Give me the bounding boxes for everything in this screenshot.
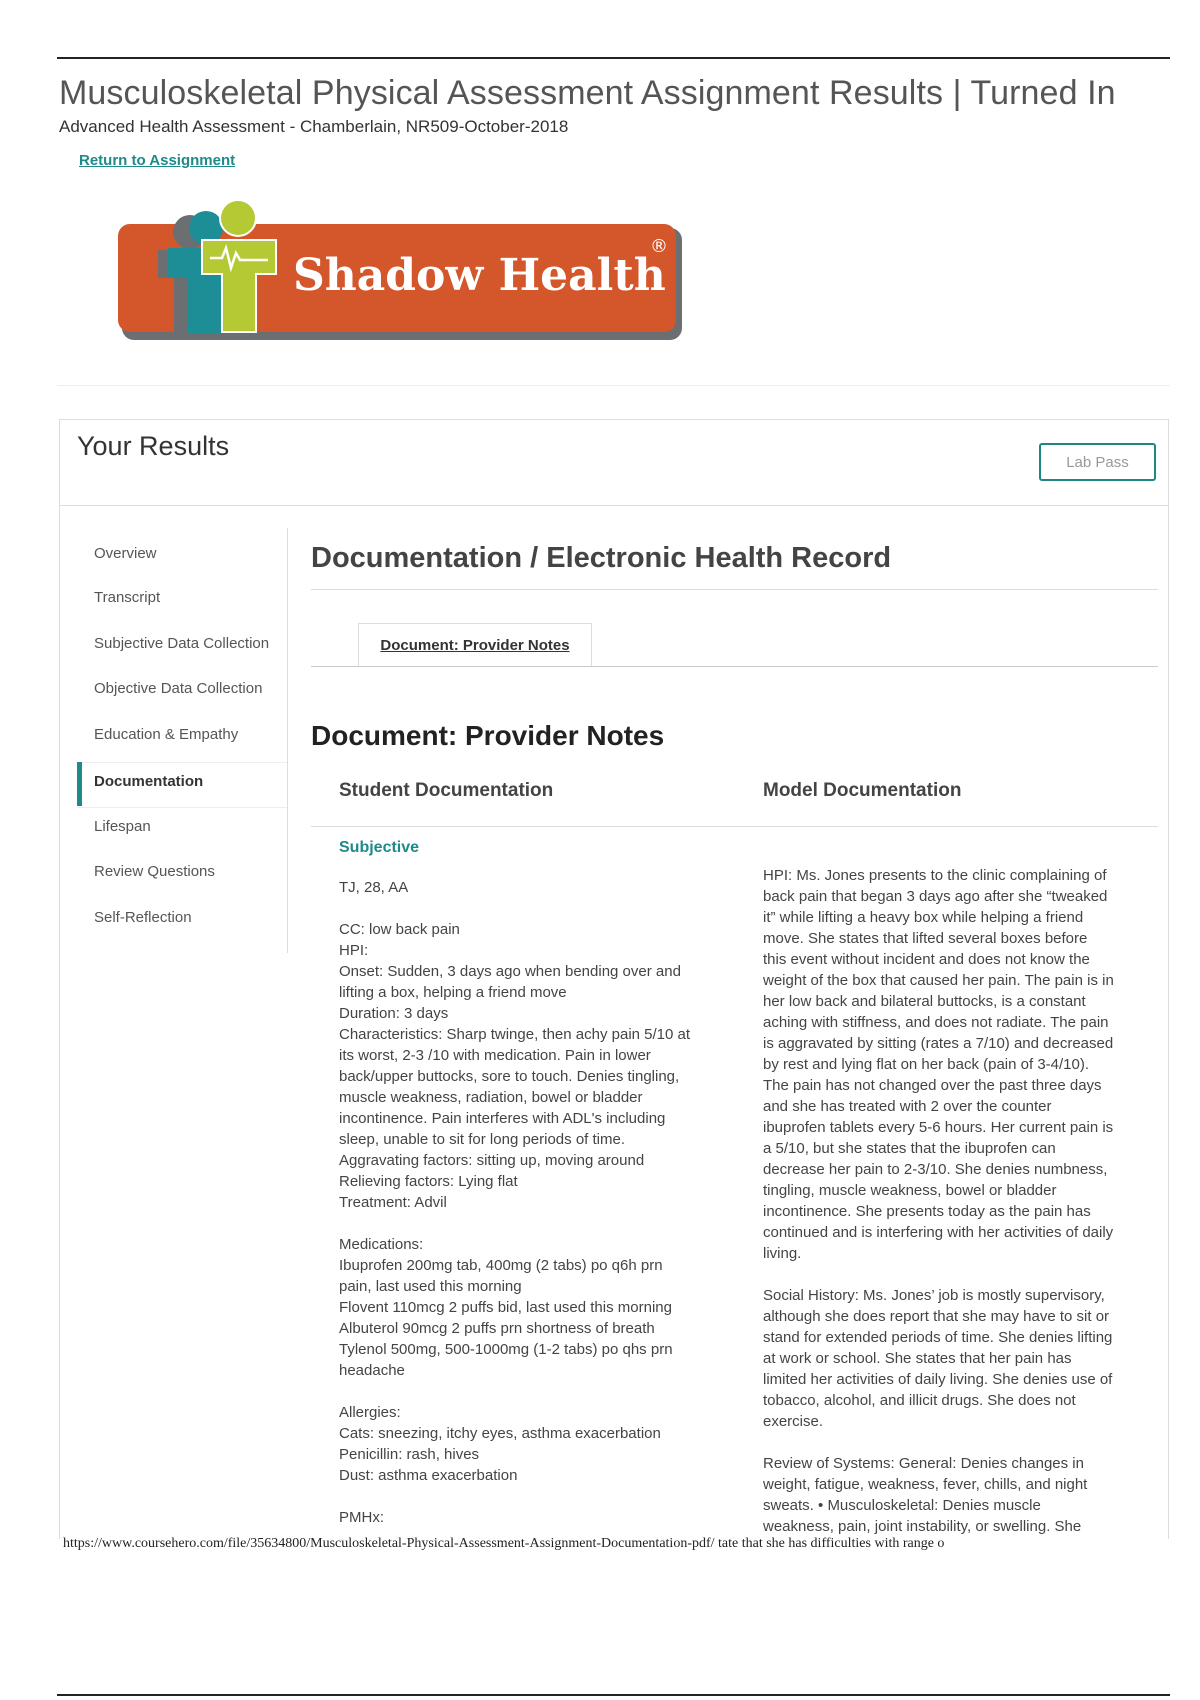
model-line: at work or school. She states that her pain has (763, 1350, 1072, 1367)
model-line: decrease her pain to 2-3/10. She denies numbness, (763, 1161, 1108, 1178)
logo-registered-mark: ® (650, 236, 668, 257)
column-header-divider (311, 826, 1158, 827)
model-line: is aggravated by sitting (rates a 7/10) and decreased (763, 1035, 1114, 1052)
tab-provider-notes[interactable]: Document: Provider Notes (358, 623, 592, 666)
student-line (339, 1213, 690, 1234)
model-line: exercise. (763, 1413, 824, 1430)
student-line: its worst, 2-3 /10 with medication. Pain in lower (339, 1047, 651, 1064)
sidebar-item-lifespan[interactable]: Lifespan (94, 818, 151, 835)
student-line: Cats: sneezing, itchy eyes, asthma exacerbation (339, 1425, 661, 1442)
student-line: Ibuprofen 200mg tab, 400mg (2 tabs) po q6h prn (339, 1257, 663, 1274)
logo-text: Shadow Health (293, 250, 666, 301)
student-documentation-text (339, 877, 690, 1528)
student-line: muscle weakness, radiation, bowel or bladder (339, 1089, 643, 1106)
student-line: CC: low back pain (339, 921, 460, 938)
student-line: Allergies: (339, 1404, 401, 1421)
student-line (339, 1486, 690, 1507)
return-to-assignment-link[interactable]: Return to Assignment (79, 152, 236, 169)
sidebar-item-subjective-data-collection[interactable]: Subjective Data Collection (94, 635, 270, 652)
student-line: Albuterol 90mcg 2 puffs prn shortness of breath (339, 1320, 655, 1337)
model-line: a 5/10, but she states that the ibuprofen can (763, 1140, 1056, 1157)
student-line: Dust: asthma exacerbation (339, 1467, 518, 1484)
model-line: it” while lifting a heavy box while helping a friend (763, 909, 1084, 926)
student-line (339, 1381, 690, 1402)
course-subtitle: Advanced Health Assessment - Chamberlain, NR509-October-2018 (59, 117, 569, 136)
model-line: her low back and bilateral buttocks, is a constant (763, 993, 1086, 1010)
tab-strip-divider (311, 666, 1158, 667)
shadow-health-logo (118, 198, 694, 358)
student-line: Tylenol 500mg, 500-1000mg (1-2 tabs) po qhs prn (339, 1341, 673, 1358)
student-line: headache (339, 1362, 405, 1379)
student-line: HPI: (339, 942, 369, 959)
student-line: PMHx: (339, 1509, 384, 1526)
model-line: by rest and lying flat on her back (pain of 3-4/10). (763, 1056, 1090, 1073)
sidebar-item-objective-data-collection[interactable]: Objective Data Collection (94, 680, 263, 697)
results-header-divider (59, 505, 1169, 506)
sidebar-item-documentation[interactable]: Documentation (94, 773, 204, 790)
model-documentation-text (763, 865, 1114, 1537)
document-title: Document: Provider Notes (311, 720, 665, 751)
model-line: back pain that began 3 days ago after she “tweaked (763, 888, 1108, 905)
model-line: ibuprofen tablets every 5-6 hours. Her current pain is (763, 1119, 1114, 1136)
sidebar-item-education-empathy[interactable]: Education & Empathy (94, 726, 239, 743)
model-line: stand for extended periods of time. She denies lifting (763, 1329, 1113, 1346)
model-documentation-header: Model Documentation (763, 780, 962, 801)
student-line: sleep, unable to sit for long periods of time. (339, 1131, 625, 1148)
student-line: Treatment: Advil (339, 1194, 447, 1211)
bottom-divider (57, 1694, 1170, 1696)
model-line (763, 1432, 1114, 1453)
model-line: weight of the box that caused her pain. The pain is in (763, 972, 1114, 989)
model-line: sweats. • Musculoskeletal: Denies muscle (763, 1497, 1041, 1514)
student-line: pain, last used this morning (339, 1278, 522, 1295)
model-line: this event without incident and does not know the (763, 951, 1090, 968)
model-line: continued and is interfering with her activities of daily (763, 1224, 1114, 1241)
student-line: Onset: Sudden, 3 days ago when bending over and (339, 963, 681, 980)
subjective-label: Subjective (339, 839, 420, 856)
model-line: The pain has not changed over the past three days (763, 1077, 1102, 1094)
model-line: living. (763, 1245, 802, 1262)
top-divider (57, 57, 1170, 59)
student-line: Duration: 3 days (339, 1005, 449, 1022)
model-line: weight, fatigue, weakness, fever, chills, and night (763, 1476, 1088, 1493)
student-line: Medications: (339, 1236, 424, 1253)
header-separator (57, 385, 1170, 386)
model-line: move. She states that lifted several boxes before (763, 930, 1088, 947)
model-line: incontinence. She presents today as the pain has (763, 1203, 1091, 1220)
results-sidebar-nav (77, 528, 288, 953)
model-line: aching with stiffness, and does not radiate. The pain (763, 1014, 1109, 1031)
student-line: TJ, 28, AA (339, 879, 409, 896)
model-line: tingling, muscle weakness, bowel or bladder (763, 1182, 1057, 1199)
sidebar-item-self-reflection[interactable]: Self-Reflection (94, 909, 192, 926)
lab-pass-button[interactable]: Lab Pass (1039, 443, 1156, 481)
model-line: and she has treated with 2 over the counter (763, 1098, 1052, 1115)
student-documentation-header: Student Documentation (339, 780, 554, 801)
results-title: Your Results (77, 431, 230, 461)
model-line (763, 1264, 1114, 1285)
model-line: Review of Systems: General: Denies changes in (763, 1455, 1084, 1472)
student-line: Flovent 110mcg 2 puffs bid, last used this morning (339, 1299, 672, 1316)
sidebar-item-review-questions[interactable]: Review Questions (94, 863, 215, 880)
model-line: HPI: Ms. Jones presents to the clinic complaining of (763, 867, 1107, 884)
sidebar-item-overview[interactable]: Overview (94, 545, 157, 562)
student-line: back/upper buttocks, sore to touch. Denies tingling, (339, 1068, 680, 1085)
section-divider (311, 589, 1158, 590)
model-line: although she does report that she may have to sit or (763, 1308, 1110, 1325)
student-line: lifting a box, helping a friend move (339, 984, 567, 1001)
model-line: Social History: Ms. Jones’ job is mostly supervisory, (763, 1287, 1105, 1304)
sidebar-item-transcript[interactable]: Transcript (94, 589, 161, 606)
student-line: Relieving factors: Lying flat (339, 1173, 518, 1190)
page-title: Musculoskeletal Physical Assessment Assignment Results | Turned In (59, 74, 1116, 112)
active-item-indicator (77, 762, 82, 806)
student-line (339, 898, 690, 919)
source-url-footer: https://www.coursehero.com/file/35634800/Musculoskeletal-Physical-Assessment-Assignment-Documentation-pdf/ tate that she has difficulties with range o (63, 1536, 945, 1551)
student-line: Characteristics: Sharp twinge, then achy pain 5/10 at (339, 1026, 691, 1043)
model-line: weakness, pain, joint instability, or swelling. She (763, 1518, 1082, 1535)
section-title: Documentation / Electronic Health Record (311, 542, 892, 574)
model-line: tobacco, alcohol, and illicit drugs. She does not (763, 1392, 1076, 1409)
model-line: limited her activities of daily living. She denies use of (763, 1371, 1113, 1388)
student-line: Penicillin: rash, hives (339, 1446, 480, 1463)
student-line: incontinence. Pain interferes with ADL's including (339, 1110, 666, 1127)
student-line: Aggravating factors: sitting up, moving around (339, 1152, 645, 1169)
